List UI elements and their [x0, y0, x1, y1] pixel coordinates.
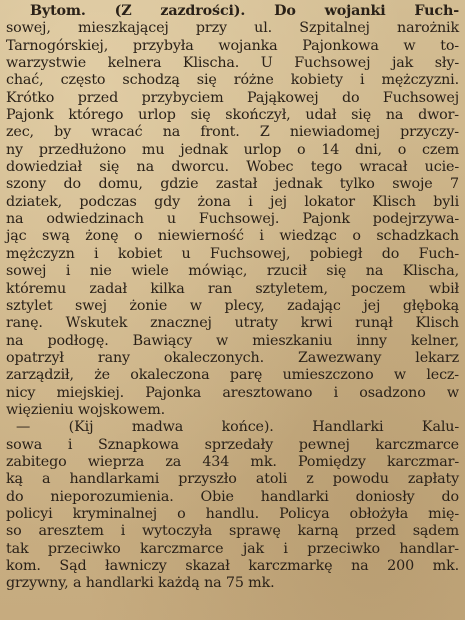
text-line: na podłogę. Bawiący w mieszkaniu inny kelner,	[6, 332, 459, 349]
text-line: ranę. Wskutek znacznej utraty krwi runął Klisch	[6, 315, 459, 332]
article-column	[6, 3, 459, 593]
text-line: sowej, mieszkającej przy ul. Szpitalnej narożnik	[6, 20, 459, 37]
text-line: warzystwie kelnera Klischa. U Fuchsowej jak sły-	[6, 55, 459, 72]
article-heading-line: Bytom. (Z zazdrości). Do wojanki Fuch-	[30, 3, 459, 19]
text-line: opatrzył rany okaleczonych. Zawezwany lekarz	[6, 349, 459, 366]
text-line: so aresztem i wytoczyła sprawę karną przed sądem	[6, 523, 459, 540]
text-line: ny przedłużono mu jednak urlop o 14 dni, o czem	[6, 141, 459, 158]
text-line: do nieporozumienia. Obie handlarki doniosły do	[6, 488, 459, 505]
text-line: zarządził, że okaleczona parę umieszczono w lecz-	[6, 367, 459, 384]
text-line: grzywny, a handlarki każdą na 75 mk.	[6, 575, 275, 592]
text-line: zec, by wracać na front. Z niewiadomej przyczy-	[6, 124, 459, 141]
text-line: dziatek, podczas gdy żona i jej lokator Klisch byli	[6, 193, 459, 210]
text-line: sowej i nie wiele mówiąc, rzucił się na Klischa,	[6, 263, 459, 280]
text-line: Tarnogórskiej, przybyła wojanka Pajonkowa w to-	[6, 37, 459, 54]
text-line: chać, często schodzą się różne kobiety i mężczyzni.	[6, 72, 459, 89]
text-line: sztylet swej żonie w plecy, zadając jej głęboką	[6, 297, 459, 314]
section-heading-line: — (Kij madwa końce). Handlarki Kalu-	[16, 419, 459, 436]
text-line: na odwiedzinach u Fuchsowej. Pajonk podejrzywa-	[6, 211, 459, 228]
text-line: Krótko przed przybyciem Pająkowej do Fuchsowej	[6, 89, 459, 106]
text-line: jąc swą żonę o niewierność i wiedząc o schadzkach	[6, 228, 459, 245]
text-line: Pajonk którego urlop się skończył, udał się na dwor-	[6, 107, 459, 124]
text-line: kom. Sąd ławniczy skazał karczmarkę na 200 mk.	[6, 558, 459, 574]
text-line: któremu zadał kilka ran sztyletem, poczem wbił	[6, 280, 459, 297]
text-line: ką a handlarkami przyszło atoli z powodu zapłaty	[6, 471, 459, 488]
text-line: nicy miejskiej. Pajonka aresztowano i osadzono w	[6, 384, 459, 401]
text-line: policyi kryminalnej o handlu. Policya obłożyła mię-	[6, 505, 459, 522]
text-line: dowiedział się na dworcu. Wobec tego wracał ucie-	[6, 159, 459, 176]
text-line: tak przeciwko karczmarce jak i przeciwko handlar-	[6, 540, 459, 557]
text-line: więzieniu wojskowem.	[6, 401, 166, 418]
text-line: szony do domu, gdzie zastał jednak tylko swoje 7	[6, 176, 459, 193]
text-line: mężczyzn i kobiet u Fuchsowej, pobiegł do Fuch-	[6, 245, 459, 262]
text-line: sowa i Sznapkowa sprzedały pewnej karczmarce	[6, 436, 459, 453]
text-line: zabitego wieprza za 434 mk. Pomiędzy karczmar-	[6, 453, 459, 470]
